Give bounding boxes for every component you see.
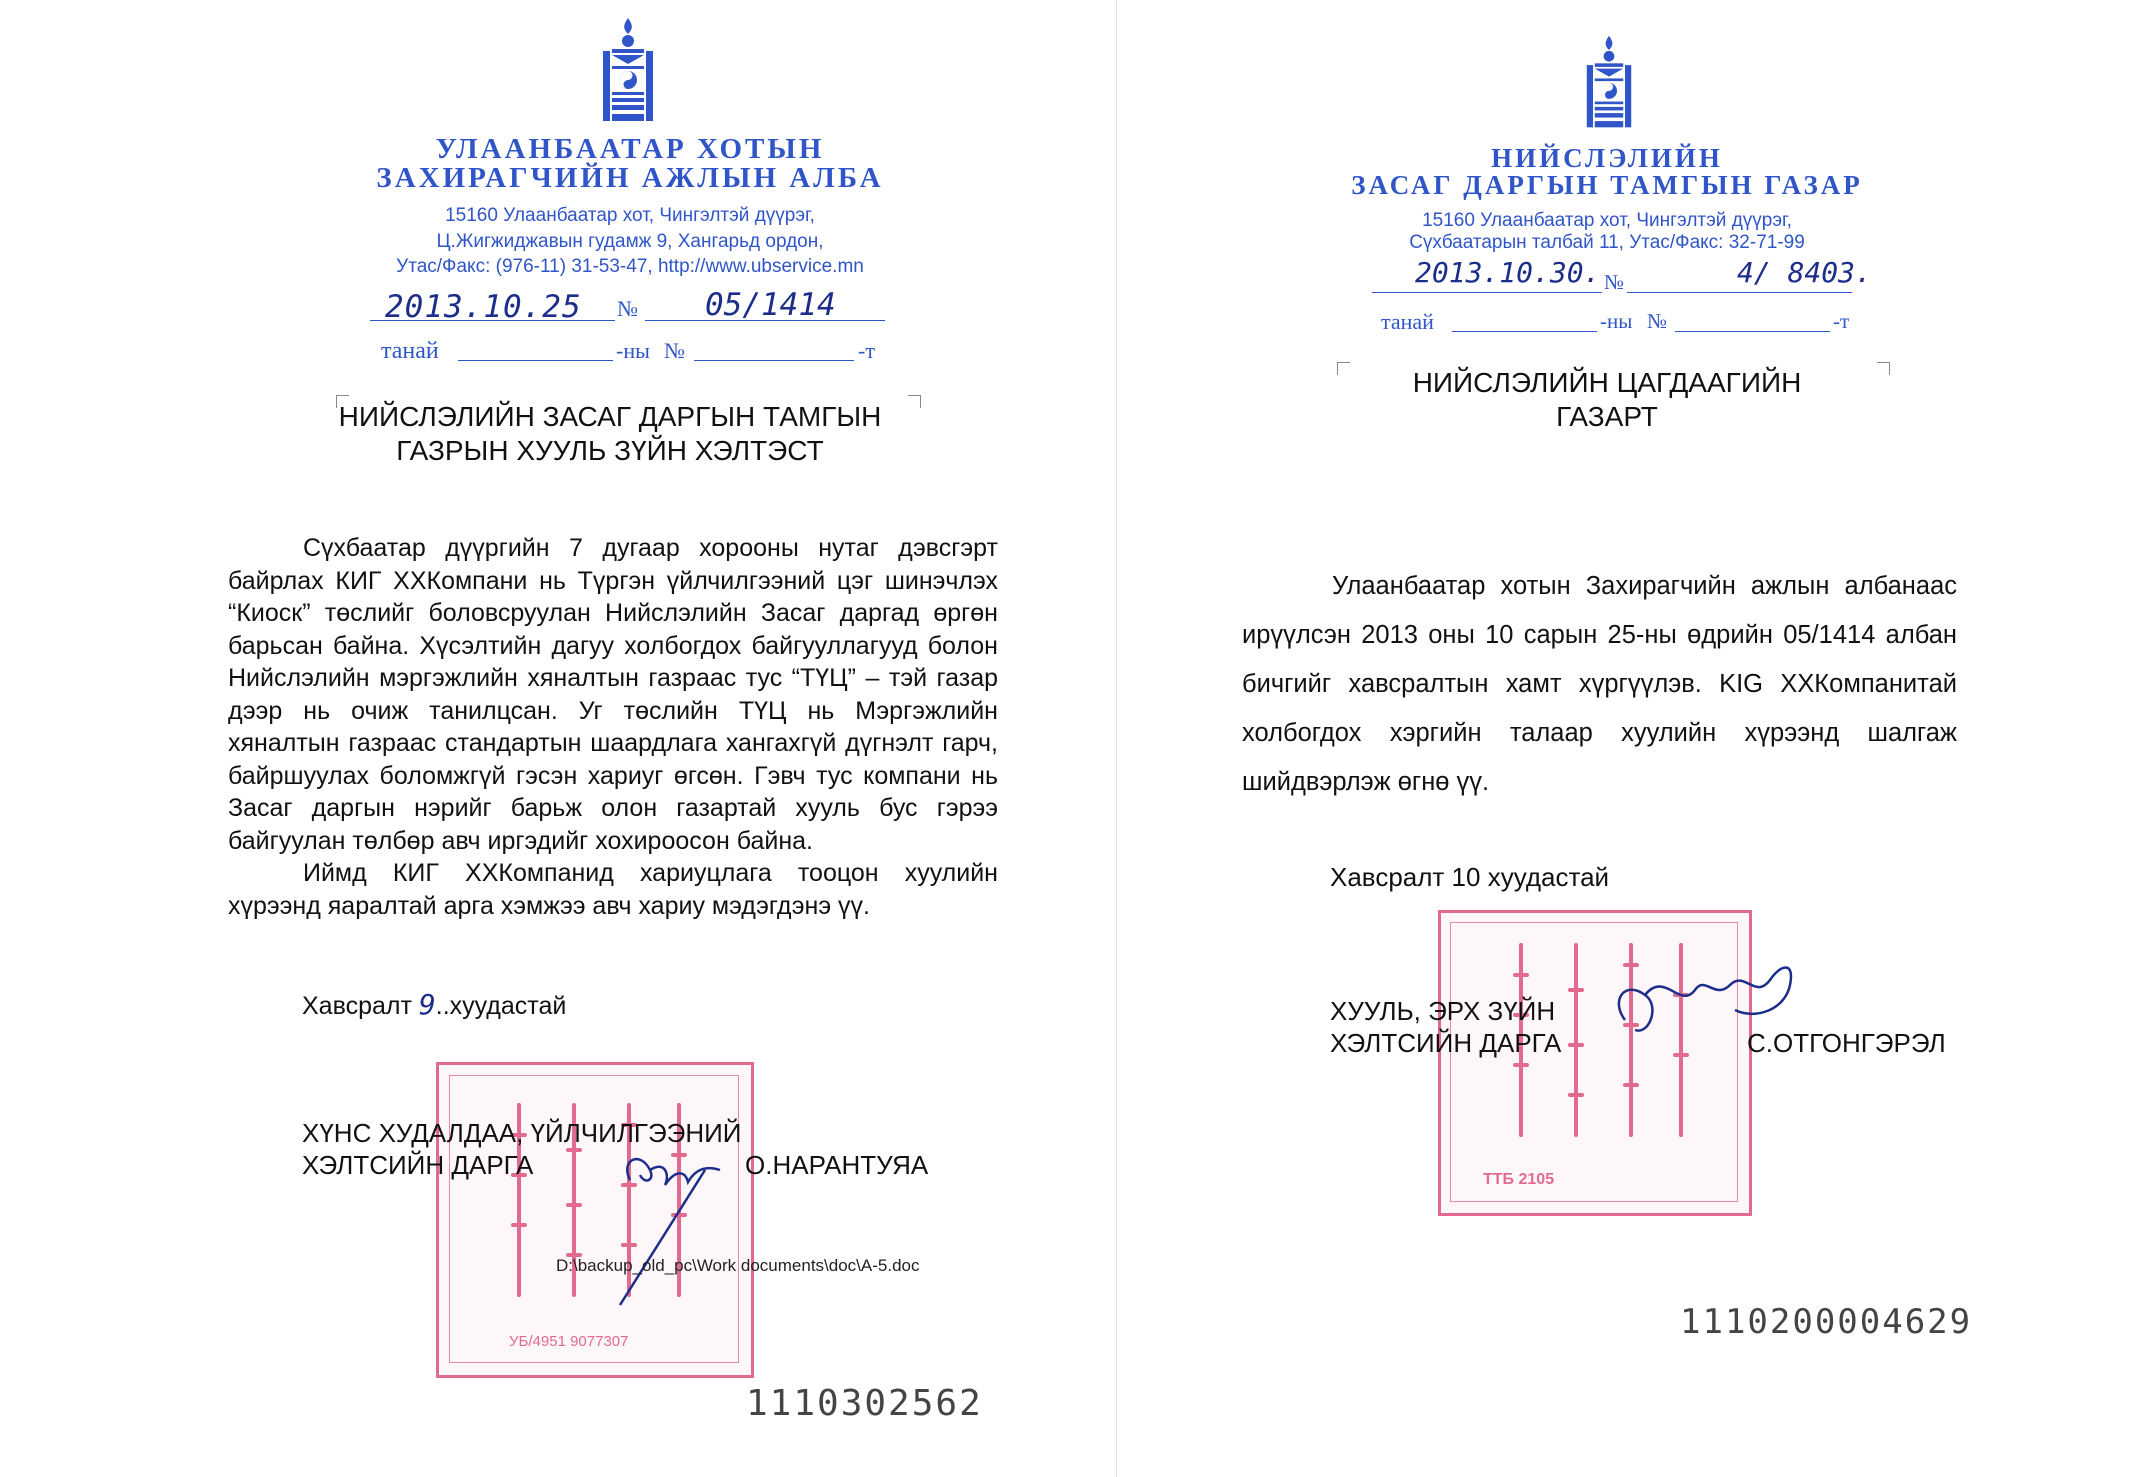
- ny-label: -ны: [616, 338, 650, 363]
- letter-body-paragraph1: Сүхбаатар дүүргийн 7 дугаар хорооны нутаг дэвсгэрт байрлах КИГ ХХКомпани нь Түргэн үйлчилгээний цэг шинэчлэх “Киоск” төслийг боловсруулан Нийслэлийн Засаг даргад өргөн барьсан байна. Хүсэлтийн дагуу холбогдох байгууллагууд болон Нийслэлийн мэргэжлийн хяналтын газраас тус “ТҮЦ” – тэй газар дээр нь очиж танилцсан. Уг төслийн ТҮЦ нь Мэргэжлийн хяналтын газраас стандартын шаардлага хангахгүй дүгнэлт гарч, байршуулах боломжгүй гэсэн хариуг өгсөн. Гэвч тус компани нь Засаг даргын нэрийг барьж олон газартай хууль бус гэрээ байгуулан төлбөр авч иргэдийг хохироосон байна.: [228, 534, 998, 855]
- letter-body: [1242, 562, 1957, 807]
- soyombo-emblem-icon: [600, 16, 656, 124]
- date-handwritten: 2013.10.25: [385, 289, 582, 325]
- attachment-count-handwritten: 9: [418, 988, 436, 1021]
- tanai-label: танай: [1381, 309, 1434, 334]
- letter-body-paragraph2: Иймд КИГ ХХКомпанид хариуцлага тооцон хуулийн хүрээнд яаралтай арга хэмжээ авч хариу мэдэгдэнэ үү.: [228, 859, 998, 920]
- file-path: D:\backup_old_pc\Work documents\doc\A-5.doc: [556, 1256, 920, 1275]
- handwritten-signature-icon: [610, 1140, 740, 1310]
- signer-title-line1: ХУУЛЬ, ЭРХ ЗҮЙН: [1330, 996, 1556, 1026]
- signer-title-line2: ХЭЛТСИЙН ДАРГА: [302, 1150, 534, 1180]
- org-address-line1: 15160 Улаанбаатар хот, Чингэлтэй дүүрэг,: [445, 205, 815, 226]
- addressee-line1: НИЙСЛЭЛИЙН ЦАГДААГИЙН: [1412, 367, 1802, 398]
- attachment-prefix: Хавсралт: [302, 992, 412, 1020]
- org-address-line2: Сүхбаатарын талбай 11, Утас/Факс: 32-71-99: [1409, 232, 1805, 253]
- soyombo-emblem-icon: [1584, 34, 1634, 130]
- right-document: [1117, 0, 2130, 1477]
- tanai-label: танай: [381, 338, 439, 364]
- handwritten-signature-icon: [1605, 940, 1805, 1060]
- number-label: №: [617, 296, 638, 321]
- number-handwritten: 05/1414: [705, 287, 836, 323]
- t-label: -т: [1833, 309, 1850, 333]
- ny-number-label: №: [664, 338, 685, 363]
- stamp-number: УБ/4951 9077307: [509, 1333, 629, 1350]
- addressee-line2: ГАЗАРТ: [1556, 401, 1658, 432]
- barcode-number: 1110302562: [746, 1383, 983, 1424]
- t-label: -т: [858, 338, 875, 363]
- number-label: №: [1604, 270, 1625, 294]
- number-handwritten: 4/ 8403.: [1737, 256, 1872, 289]
- attachment-line: [302, 988, 566, 1021]
- org-address-line3: Утас/Факс: (976-11) 31-53-47, http://www.ubservice.mn: [396, 256, 864, 277]
- ny-number-label: №: [1647, 309, 1668, 333]
- stamp-number: ТТБ 2105: [1483, 1171, 1555, 1188]
- org-address-line2: Ц.Жигжиджавын гудамж 9, Хангарьд ордон,: [436, 231, 824, 252]
- org-address-line1: 15160 Улаанбаатар хот, Чингэлтэй дүүрэг,: [1422, 210, 1792, 231]
- addressee-line1: НИЙСЛЭЛИЙН ЗАСАГ ДАРГЫН ТАМГЫН: [338, 401, 882, 432]
- signer-title-line2: ХЭЛТСИЙН ДАРГА: [1330, 1028, 1562, 1058]
- letter-body: [228, 532, 998, 922]
- attachment-suffix: ..хуудастай: [435, 992, 567, 1020]
- org-name-line1: НИЙСЛЭЛИЙН: [1491, 143, 1723, 173]
- signer-name: С.ОТГОНГЭРЭЛ: [1747, 1028, 1946, 1058]
- signer-name: О.НАРАНТУЯА: [745, 1150, 929, 1180]
- signer-title-line1: ХҮНС ХУДАЛДАА, ҮЙЛЧИЛГЭЭНИЙ: [302, 1118, 742, 1148]
- org-name-line2: ЗАХИРАГЧИЙН АЖЛЫН АЛБА: [376, 162, 884, 194]
- date-handwritten: 2013.10.30.: [1415, 256, 1601, 289]
- addressee-line2: ГАЗРЫН ХУУЛЬ ЗҮЙН ХЭЛТЭСТ: [396, 435, 824, 466]
- org-name-line1: УЛААНБААТАР ХОТЫН: [435, 133, 825, 165]
- ny-label: -ны: [1600, 309, 1633, 333]
- org-name-line2: ЗАСАГ ДАРГЫН ТАМГЫН ГАЗАР: [1351, 170, 1863, 200]
- barcode-number: 1110200004629: [1680, 1302, 1973, 1342]
- attachment-line: Хавсралт 10 хуудастай: [1330, 862, 1610, 892]
- letter-body-paragraph1: Улаанбаатар хотын Захирагчийн ажлын албанаас ирүүлсэн 2013 оны 10 сарын 25-ны өдрийн 05/1414 албан бичгийг хавсралтын хамт хүргүүлэв. KIG ХХКомпанитай холбогдох хэргийн талаар хуулийн хүрээнд шалгаж шийдвэрлэж өгнө үү.: [1242, 572, 1957, 796]
